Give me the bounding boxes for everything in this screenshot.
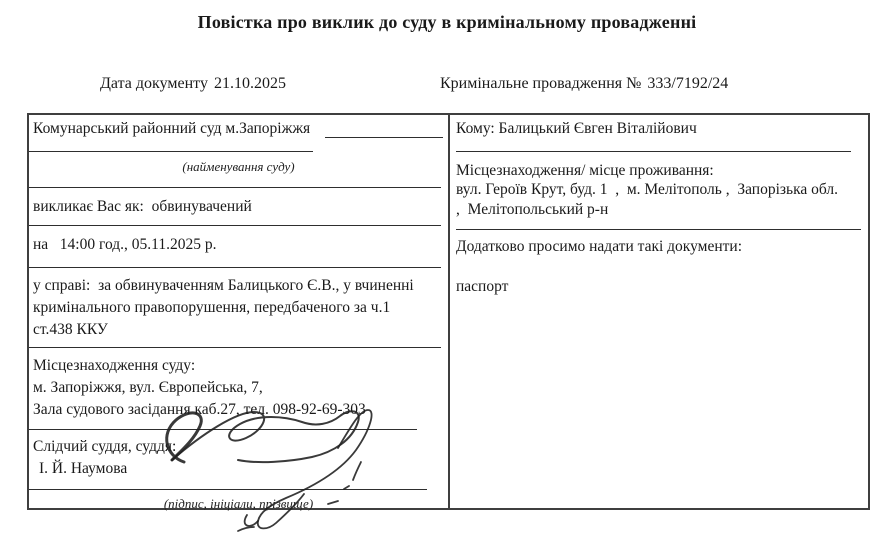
- case-description-line3: ст.438 ККУ: [33, 321, 108, 338]
- document-date-value: 21.10.2025: [213, 75, 286, 92]
- documents-label: Додатково просимо надати такі документи:: [456, 238, 743, 255]
- documents-value: паспорт: [456, 278, 509, 295]
- judge-name: І. Й. Наумова: [39, 460, 128, 477]
- case-description: [33, 275, 414, 341]
- recipient-name: Кому: Балицький Євген Віталійович: [456, 120, 697, 137]
- ruled-line: [29, 347, 441, 348]
- signature-hint: (підпис, ініціали, прізвище): [163, 496, 314, 511]
- summon-role: викликає Вас як: обвинувачений: [33, 198, 252, 215]
- ruled-line: [456, 229, 861, 230]
- judge-signature: [150, 400, 390, 535]
- ruled-line: [29, 225, 441, 226]
- ruled-line: [29, 151, 313, 152]
- court-location-room: Зала судового засідання каб.27, тел. 098-92-69-303: [33, 401, 366, 418]
- court-name-hint: (найменування суду): [182, 159, 295, 174]
- ruled-line: [29, 187, 441, 188]
- document-date-label: Дата документу: [100, 75, 208, 92]
- case-number-value: 333/7192/24: [647, 75, 729, 92]
- judge-label: Слідчий суддя, суддя:: [33, 438, 177, 455]
- ruled-line: [456, 151, 851, 152]
- court-name: Комунарський районний суд м.Запоріжжя: [33, 120, 311, 137]
- case-number-label: Кримінальне провадження №: [440, 75, 642, 92]
- recipient-address-line2: , Мелітопольський р-н: [456, 201, 609, 218]
- document-title: Повістка про виклик до суду в кримінальному провадженні: [197, 12, 697, 32]
- ruled-line: [29, 267, 441, 268]
- recipient-address: [456, 180, 838, 220]
- case-description-line2: кримінального правопорушення, передбаченого за ч.1: [33, 299, 391, 316]
- session-datetime: на 14:00 год., 05.11.2025 р.: [33, 236, 217, 253]
- case-description-line1: у справі: за обвинуваченням Балицького Є.В., у вчиненні: [33, 277, 414, 294]
- document-date: [100, 75, 286, 93]
- column-divider: [448, 115, 450, 508]
- court-location-address: м. Запоріжжя, вул. Європейська, 7,: [33, 379, 263, 396]
- court-location-label: Місцезнаходження суду:: [33, 357, 196, 374]
- ruled-line: [325, 137, 443, 138]
- recipient-address-line1: вул. Героїв Крут, буд. 1 , м. Мелітополь , Запорізька обл.: [456, 181, 838, 198]
- recipient-address-label: Місцезнаходження/ місце проживання:: [456, 162, 714, 179]
- case-number: [440, 75, 728, 93]
